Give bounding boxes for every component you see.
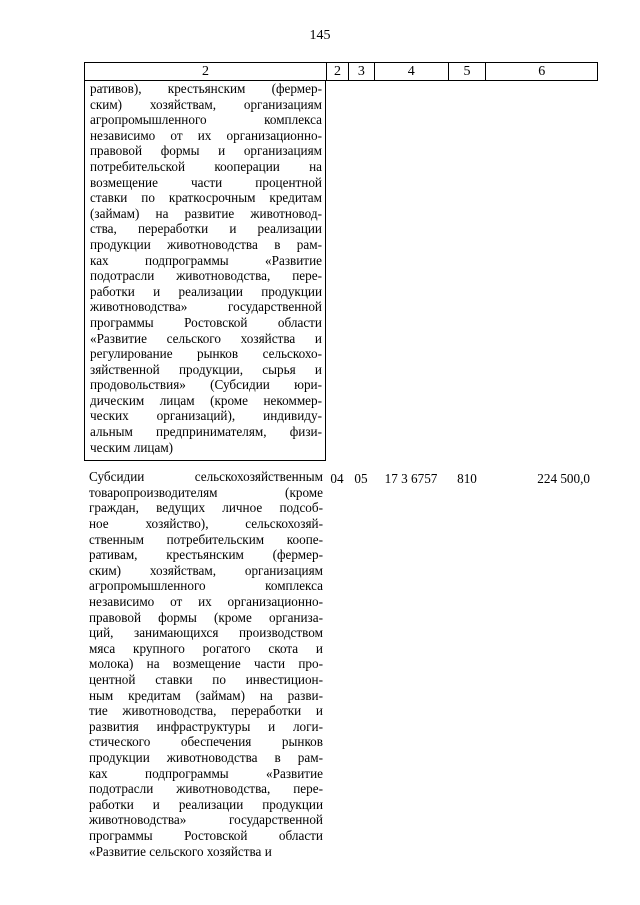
text-line: программы Ростовской области (90, 314, 322, 330)
text-line: правовой формы (кроме организа- (89, 609, 323, 625)
row2-subsection: 05 (354, 471, 368, 487)
table-header-row (84, 62, 598, 81)
text-line: мяса крупного рогатого скота и (89, 640, 323, 656)
text-line: ках подпрограммы «Развитие (89, 765, 323, 781)
row1-name-cell (84, 81, 326, 461)
text-line: агропромышленного комплекса (90, 112, 322, 128)
text-line: центной ставки по инвестицион- (89, 671, 323, 687)
header-cell-subsection: 3 (348, 63, 374, 80)
text-line: молока) на возмещение части про- (89, 656, 323, 672)
text-line: ках подпрограммы «Развитие (90, 252, 322, 268)
row1-col6 (486, 81, 598, 461)
text-line: тие животноводства, переработки и (89, 703, 323, 719)
table-row (84, 81, 598, 461)
text-line: подотрасли животноводства, пере- (90, 268, 322, 284)
text-line: возмещение части процентной (90, 174, 322, 190)
text-line: ций, занимающихся производством (89, 625, 323, 641)
text-line: ским) хозяйствам, организациям (90, 96, 322, 112)
text-line: программы Ростовской области (89, 827, 323, 843)
text-line: «Развитие сельского хозяйства и (89, 843, 272, 859)
text-line: продукции животноводства в рам- (90, 236, 322, 252)
text-line: Субсидии сельскохозяйственным (89, 469, 323, 485)
row2-section: 04 (330, 471, 344, 487)
text-line: независимо от их организационно- (89, 594, 323, 609)
text-line: ративам, крестьянским (фермер- (89, 547, 323, 563)
header-cell-target-article: 4 (374, 63, 448, 80)
text-line: продукции животноводства в рам- (89, 749, 323, 765)
text-line: животноводства» государственной (90, 299, 322, 315)
text-line: подотрасли животноводства, пере- (89, 781, 323, 797)
text-line: ческим лицам) (90, 439, 174, 455)
header-cell-amount: 6 (485, 63, 597, 80)
row2-amount: 224 500,0 (537, 471, 590, 487)
text-line: ственным потребительским коопе- (89, 531, 323, 547)
row2-expense-type: 810 (457, 471, 477, 487)
header-cell-name: 2 (202, 64, 210, 79)
text-line: работки и реализации продукции (90, 283, 322, 299)
text-line: ративов), крестьянским (фермер- (90, 81, 322, 96)
text-line: ским) хозяйствам, организациям (89, 562, 323, 578)
text-line: ным кредитам (займам) на разви- (89, 687, 323, 703)
page-number: 145 (309, 28, 331, 43)
row1-col3 (348, 81, 374, 461)
text-line: дическим лицам (кроме некоммер- (90, 392, 322, 408)
text-line: ставки по краткосрочным кредитам (90, 190, 322, 206)
header-cell-expense-type: 5 (448, 63, 486, 80)
text-line: зяйственной продукции, сырья и (90, 361, 322, 377)
text-line: «Развитие сельского хозяйства и (90, 330, 322, 346)
row1-col4 (374, 81, 448, 461)
text-line: животноводства» государственной (89, 812, 323, 828)
row1-col5 (448, 81, 486, 461)
row2-target-article: 17 3 6757 (384, 471, 438, 487)
text-line: альным предпринимателям, физи- (90, 424, 322, 440)
text-line: стического обеспечения рынков (89, 734, 323, 750)
header-cell-section: 2 (326, 63, 348, 80)
text-line: товаропроизводителям (кроме (89, 484, 323, 500)
text-line: (займам) на развитие животновод- (90, 205, 322, 221)
text-line: работки и реализации продукции (89, 796, 323, 812)
row2-name-cell (84, 469, 326, 859)
text-line: независимо от их организационно- (90, 127, 322, 143)
text-line: ства, переработки и реализации (90, 221, 322, 237)
text-line: граждан, ведущих личное подсоб- (89, 500, 323, 516)
text-line: правовой формы и организациям (90, 143, 322, 159)
text-line: ческих организаций), индивиду- (90, 408, 322, 424)
row1-col2 (326, 81, 348, 461)
text-line: развития инфраструктуры и логи- (89, 718, 323, 734)
text-line: ное хозяйство), сельскохозяй- (89, 516, 323, 532)
text-line: регулирование рынков сельскохо- (90, 346, 322, 362)
budget-table (84, 62, 598, 859)
text-line: потребительской кооперации на (90, 158, 322, 174)
table-row (84, 469, 598, 859)
text-line: агропромышленного комплекса (89, 578, 323, 594)
text-line: продовольствия» (Субсидии юри- (90, 377, 322, 393)
